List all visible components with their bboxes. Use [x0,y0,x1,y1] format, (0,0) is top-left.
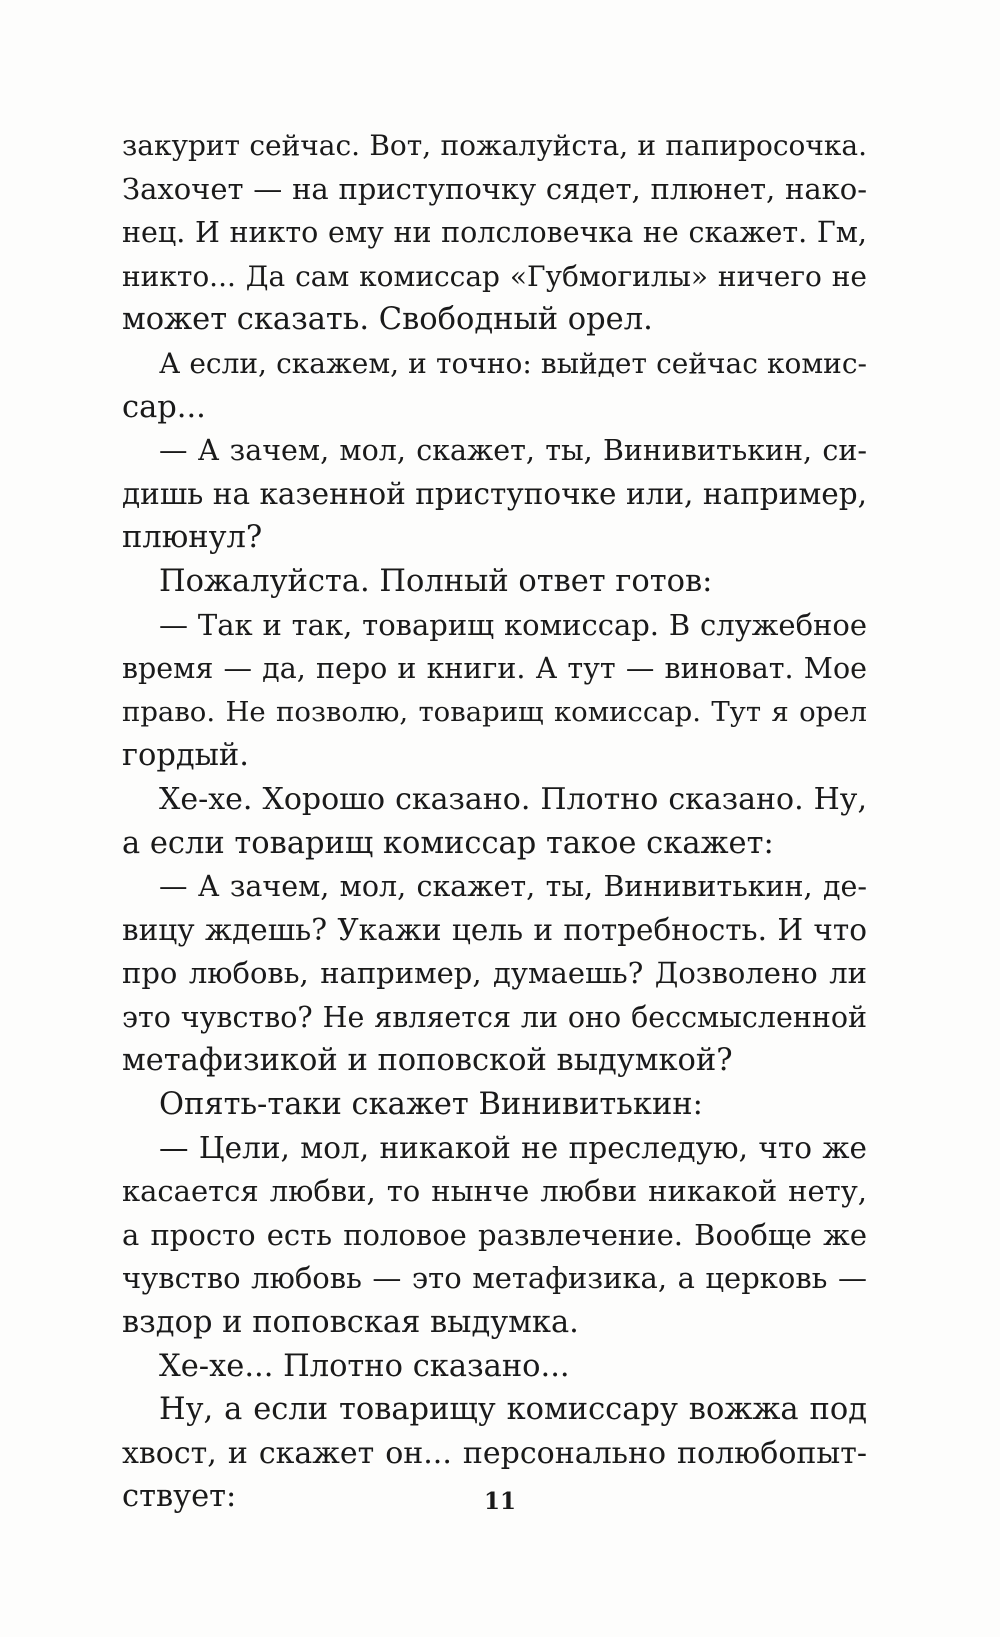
text-line: Опять-таки скажет Винивитькин: [159,1087,703,1123]
text-line: дишь на казенной приступочке или, например, [122,476,867,511]
text-line: это чувство? Не является ли оно бессмысленной [122,1000,867,1034]
body-text [122,124,867,1519]
text-line: гордый. [122,738,249,774]
text-line: Пожалуйста. Полный ответ готов: [159,563,713,599]
text-line: право. Не позволю, товарищ комиссар. Тут я орел [122,695,867,728]
text-line: время — да, перо и книги. А тут — виноват. Мое [122,652,867,686]
text-line: — Так и так, товарищ комиссар. В служебное [159,607,867,642]
text-line: Захочет — на приступочку сядет, плюнет, нако- [122,171,867,206]
text-line: Хе-хе... Плотно сказано... [159,1348,570,1384]
text-line: а просто есть половое развлечение. Вообще же [122,1217,867,1252]
text-line: плюнул? [122,520,263,556]
text-line: про любовь, например, думаешь? Дозволено ли [122,956,867,991]
text-line: сар... [122,389,206,425]
text-line: Хе-хе. Хорошо сказано. Плотно сказано. Ну, [159,781,867,817]
text-line: А если, скажем, и точно: выйдет сейчас комис- [159,346,867,380]
page-number: 11 [483,1488,516,1515]
text-line: а если товарищ комиссар такое скажет: [122,825,774,861]
text-line: ствует: [122,1479,237,1515]
text-line: хвост, и скажет он... персонально полюбопыт- [122,1435,867,1471]
text-line: может сказать. Свободный орел. [122,302,653,338]
text-line: метафизикой и поповской выдумкой? [122,1043,733,1079]
text-line: никто... Да сам комиссар «Губмогилы» ничего не [122,259,867,293]
text-line: закурит сейчас. Вот, пожалуйста, и папиросочка. [122,129,867,162]
text-line: — А зачем, мол, скажет, ты, Винивитькин, си- [159,434,867,468]
text-line: — Цели, мол, никакой не преследую, что же [159,1130,867,1165]
text-line: Ну, а если товарищу комиссару вожжа под [159,1392,867,1428]
text-line: — А зачем, мол, скажет, ты, Винивитькин, де- [159,870,867,904]
text-line: вицу ждешь? Укажи цель и потребность. И что [122,912,867,947]
text-line: вздор и поповская выдумка. [122,1305,579,1341]
text-line: нец. И никто ему ни полсловечка не скажет. Гм, [122,216,867,250]
text-line: касается любви, то нынче любви никакой нету, [122,1174,867,1209]
text-line: чувство любовь — это метафизика, а церковь — [122,1261,867,1296]
